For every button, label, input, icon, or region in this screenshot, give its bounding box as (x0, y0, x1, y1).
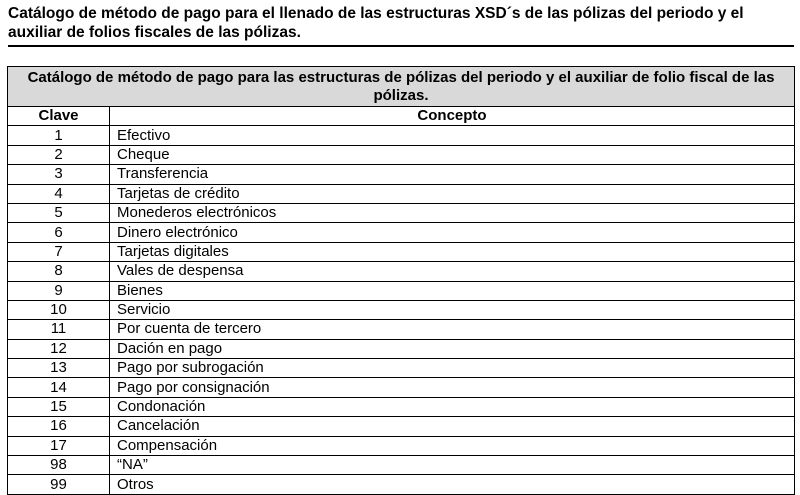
table-row (8, 281, 795, 300)
clave-cell: 7 (8, 242, 110, 261)
column-header-concepto: Concepto (110, 107, 795, 126)
concepto-cell: Cancelación (110, 417, 795, 436)
concepto-cell: Transferencia (110, 165, 795, 184)
table-row (8, 165, 795, 184)
table-row (8, 417, 795, 436)
table-caption: Catálogo de método de pago para las estructuras de pólizas del periodo y el auxiliar de folio fiscal de las pólizas. (8, 67, 795, 107)
concepto-cell: Monederos electrónicos (110, 203, 795, 222)
concepto-cell: Otros (110, 475, 795, 494)
clave-cell: 4 (8, 184, 110, 203)
table-row (8, 359, 795, 378)
table-row (8, 223, 795, 242)
table-row (8, 242, 795, 261)
table-row (8, 339, 795, 358)
table-row (8, 320, 795, 339)
table-row (8, 184, 795, 203)
clave-cell: 5 (8, 203, 110, 222)
page-heading: Catálogo de método de pago para el llenado de las estructuras XSD´s de las pólizas del periodo y el auxiliar de folios fiscales de las pólizas. (8, 4, 794, 47)
concepto-cell: Dinero electrónico (110, 223, 795, 242)
table-row (8, 397, 795, 416)
table-row (8, 475, 795, 494)
concepto-cell: Cheque (110, 145, 795, 164)
concepto-cell: Por cuenta de tercero (110, 320, 795, 339)
concepto-cell: “NA” (110, 456, 795, 475)
clave-cell: 11 (8, 320, 110, 339)
table-caption-row (8, 67, 795, 107)
table-row (8, 378, 795, 397)
clave-cell: 10 (8, 300, 110, 319)
concepto-cell: Pago por subrogación (110, 359, 795, 378)
payment-method-catalog-table (7, 66, 795, 495)
table-row (8, 436, 795, 455)
clave-cell: 17 (8, 436, 110, 455)
clave-cell: 16 (8, 417, 110, 436)
table-row (8, 300, 795, 319)
clave-cell: 15 (8, 397, 110, 416)
table-row (8, 126, 795, 145)
table-row (8, 145, 795, 164)
table-header-row (8, 107, 795, 126)
clave-cell: 6 (8, 223, 110, 242)
concepto-cell: Tarjetas de crédito (110, 184, 795, 203)
concepto-cell: Servicio (110, 300, 795, 319)
clave-cell: 99 (8, 475, 110, 494)
clave-cell: 1 (8, 126, 110, 145)
concepto-cell: Efectivo (110, 126, 795, 145)
concepto-cell: Tarjetas digitales (110, 242, 795, 261)
concepto-cell: Condonación (110, 397, 795, 416)
table-row (8, 203, 795, 222)
concepto-cell: Dación en pago (110, 339, 795, 358)
clave-cell: 13 (8, 359, 110, 378)
column-header-clave: Clave (8, 107, 110, 126)
clave-cell: 8 (8, 262, 110, 281)
clave-cell: 2 (8, 145, 110, 164)
clave-cell: 14 (8, 378, 110, 397)
clave-cell: 9 (8, 281, 110, 300)
concepto-cell: Vales de despensa (110, 262, 795, 281)
concepto-cell: Pago por consignación (110, 378, 795, 397)
clave-cell: 98 (8, 456, 110, 475)
table-row (8, 262, 795, 281)
concepto-cell: Bienes (110, 281, 795, 300)
table-row (8, 456, 795, 475)
clave-cell: 3 (8, 165, 110, 184)
concepto-cell: Compensación (110, 436, 795, 455)
clave-cell: 12 (8, 339, 110, 358)
